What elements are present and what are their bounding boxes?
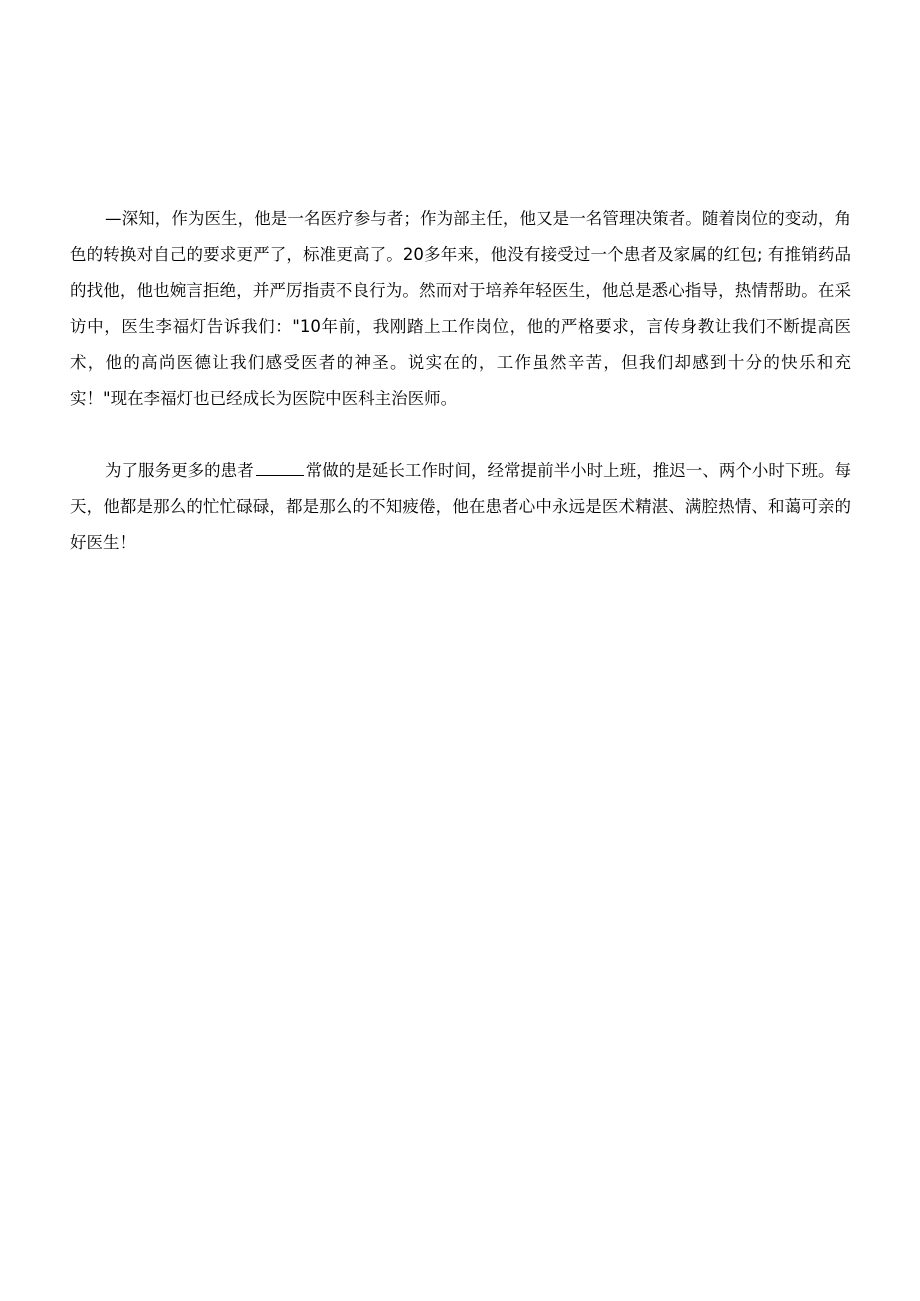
paragraph-2-rest: 常做的是延长工作时间，经常提前半小时上班，推迟一、两个小时下班。每天，他都是那么的忙忙碌碌，都是那么的不知疲倦，他在患者心中永远是医术精湛、满腔热情、和蔼可亲的好医生！ bbox=[70, 461, 852, 552]
paragraph-1: —深知，作为医生，他是一名医疗参与者；作为部主任，他又是一名管理决策者。随着岗位的变动，角色的转换对自己的要求更严了，标准更高了。20多年来，他没有接受过一个患者及家属的红包; 有推销药品的找他，他也婉言拒绝，并严厉指责不良行为。然而对于培养年轻医生，他总是悉心指导，热情帮助。在采访中，医生李福灯告诉我们："10年前，我刚踏上工作岗位，他的严格要求，言传身教让我们不断提高医术，他的高尚医德让我们感受医者的神圣。说实在的，工作虽然辛苦，但我们却感到十分的快乐和充实！"现在李福灯也已经成长为医院中医科主治医师。 bbox=[70, 209, 851, 408]
paragraph-2-lead: 为了服务更多的患者 bbox=[105, 461, 254, 480]
document-body bbox=[70, 201, 851, 561]
fill-in-blank bbox=[256, 461, 304, 476]
paragraph-2 bbox=[70, 453, 851, 561]
